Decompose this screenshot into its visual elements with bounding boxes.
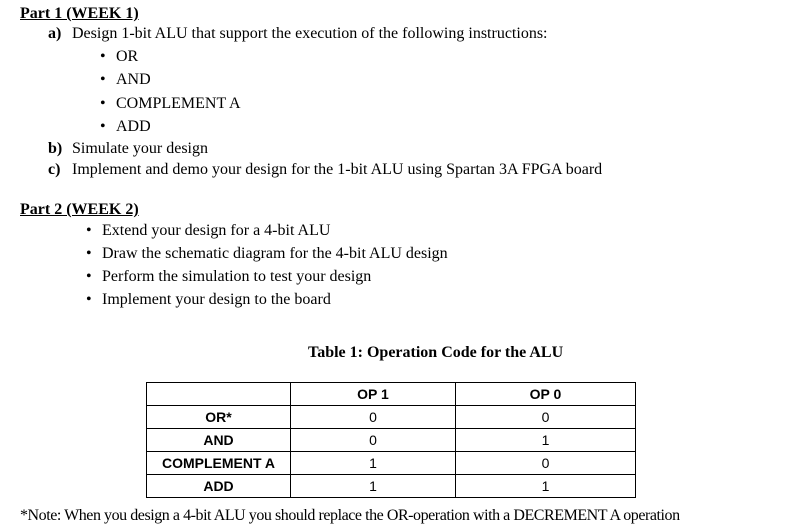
item-b-text: Simulate your design [72, 140, 208, 157]
instruction-item [100, 71, 151, 89]
row-name-cell: COMPLEMENT A [147, 452, 291, 475]
part2-bullet-text: Implement your design to the board [102, 291, 331, 308]
table-row [147, 452, 636, 475]
instruction-item [100, 118, 151, 136]
op0-cell: 1 [456, 429, 636, 452]
part2-bullet-text: Extend your design for a 4-bit ALU [102, 222, 331, 239]
part2-bullet-text: Perform the simulation to test your design [102, 268, 372, 285]
table-row [147, 429, 636, 452]
bullet-icon: • [100, 48, 106, 65]
item-c-text: Implement and demo your design for the 1-bit ALU using Spartan 3A FPGA board [72, 161, 603, 178]
part2-bullet [86, 291, 331, 309]
item-a-label: a) [48, 25, 62, 42]
part1-heading: Part 1 (WEEK 1) [20, 5, 139, 22]
instruction-label: ADD [116, 118, 151, 135]
op1-cell: 0 [291, 429, 456, 452]
part1-item-c [48, 161, 602, 179]
bullet-icon: • [86, 268, 92, 285]
bullet-icon: • [100, 71, 106, 88]
table-row [147, 406, 636, 429]
op1-cell: 1 [291, 475, 456, 498]
table-header-row [147, 383, 636, 406]
op1-cell: 0 [291, 406, 456, 429]
table-header-cell [147, 383, 291, 406]
bullet-icon: • [100, 118, 106, 135]
part1-item-a [48, 25, 547, 43]
bullet-icon: • [86, 245, 92, 262]
op0-cell: 1 [456, 475, 636, 498]
item-a-text: Design 1-bit ALU that support the execution of the following instructions: [72, 25, 548, 42]
op0-cell: 0 [456, 452, 636, 475]
instruction-label: OR [116, 48, 139, 65]
part2-bullet-text: Draw the schematic diagram for the 4-bit ALU design [102, 245, 448, 262]
op1-cell: 1 [291, 452, 456, 475]
item-b-label: b) [48, 140, 63, 157]
item-c-label: c) [48, 161, 61, 178]
table-header-cell: OP 0 [456, 383, 636, 406]
instruction-label: AND [116, 71, 151, 88]
table-header-cell: OP 1 [291, 383, 456, 406]
instruction-label: COMPLEMENT A [116, 95, 241, 112]
row-name-cell: OR* [147, 406, 291, 429]
bullet-icon: • [100, 95, 106, 112]
row-name-cell: AND [147, 429, 291, 452]
table-row [147, 475, 636, 498]
bullet-icon: • [86, 222, 92, 239]
bullet-icon: • [86, 291, 92, 308]
table-caption: Table 1: Operation Code for the ALU [308, 344, 564, 361]
opcode-table [146, 382, 636, 498]
part1-item-b [48, 140, 208, 158]
footnote: *Note: When you design a 4-bit ALU you should replace the OR-operation with a DECREMENT A operation [20, 507, 680, 524]
op0-cell: 0 [456, 406, 636, 429]
part2-bullet [86, 268, 371, 286]
instruction-item [100, 48, 138, 66]
part2-heading: Part 2 (WEEK 2) [20, 201, 139, 218]
part2-bullet [86, 222, 330, 240]
row-name-cell: ADD [147, 475, 291, 498]
part2-bullet [86, 245, 448, 263]
instruction-item [100, 95, 241, 113]
